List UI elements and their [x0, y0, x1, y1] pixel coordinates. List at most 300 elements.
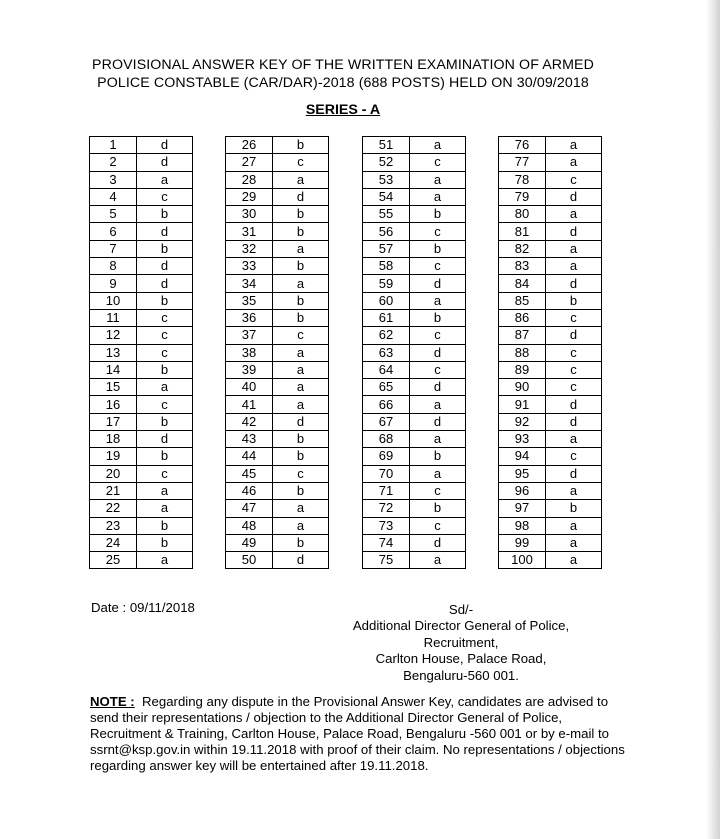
- answer-option: d: [137, 223, 193, 240]
- question-number: 27: [226, 154, 273, 171]
- answer-option: d: [546, 465, 602, 482]
- table-row: [499, 327, 602, 344]
- answer-option: c: [137, 465, 193, 482]
- question-number: 11: [90, 309, 137, 326]
- question-number: 26: [226, 137, 273, 154]
- table-row: [226, 188, 329, 205]
- question-number: 60: [363, 292, 410, 309]
- answer-option: d: [546, 275, 602, 292]
- table-row: [226, 154, 329, 171]
- answer-option: a: [546, 517, 602, 534]
- question-number: 33: [226, 258, 273, 275]
- answer-option: b: [410, 240, 466, 257]
- question-number: 89: [499, 361, 546, 378]
- table-row: [90, 275, 193, 292]
- question-number: 44: [226, 448, 273, 465]
- question-number: 65: [363, 379, 410, 396]
- answer-option: b: [273, 431, 329, 448]
- answer-option: d: [546, 223, 602, 240]
- table-row: [90, 154, 193, 171]
- answer-option: a: [546, 206, 602, 223]
- answer-option: d: [546, 188, 602, 205]
- question-number: 71: [363, 482, 410, 499]
- table-row: [226, 552, 329, 569]
- answer-option: b: [137, 534, 193, 551]
- table-row: [499, 137, 602, 154]
- question-number: 19: [90, 448, 137, 465]
- table-row: [499, 171, 602, 188]
- answer-option: c: [410, 223, 466, 240]
- question-number: 3: [90, 171, 137, 188]
- question-number: 50: [226, 552, 273, 569]
- answer-option: a: [273, 396, 329, 413]
- question-number: 35: [226, 292, 273, 309]
- answer-option: c: [137, 188, 193, 205]
- question-number: 32: [226, 240, 273, 257]
- question-number: 6: [90, 223, 137, 240]
- question-number: 23: [90, 517, 137, 534]
- answer-option: d: [410, 379, 466, 396]
- answer-option: a: [273, 275, 329, 292]
- table-row: [90, 309, 193, 326]
- table-row: [90, 448, 193, 465]
- table-row: [363, 137, 466, 154]
- table-row: [363, 327, 466, 344]
- table-row: [363, 206, 466, 223]
- table-row: [499, 552, 602, 569]
- table-row: [90, 240, 193, 257]
- answer-option: a: [546, 552, 602, 569]
- table-row: [363, 188, 466, 205]
- question-number: 52: [363, 154, 410, 171]
- answer-key-table-2: [225, 136, 329, 569]
- question-number: 28: [226, 171, 273, 188]
- question-number: 46: [226, 482, 273, 499]
- table-row: [363, 344, 466, 361]
- answer-option: c: [137, 309, 193, 326]
- question-number: 85: [499, 292, 546, 309]
- answer-option: c: [546, 448, 602, 465]
- answer-option: d: [410, 413, 466, 430]
- question-number: 95: [499, 465, 546, 482]
- answer-option: a: [410, 552, 466, 569]
- question-number: 54: [363, 188, 410, 205]
- answer-option: c: [137, 344, 193, 361]
- table-row: [226, 223, 329, 240]
- question-number: 76: [499, 137, 546, 154]
- table-row: [90, 206, 193, 223]
- question-number: 10: [90, 292, 137, 309]
- table-row: [499, 500, 602, 517]
- answer-option: d: [410, 344, 466, 361]
- table-row: [226, 327, 329, 344]
- question-number: 94: [499, 448, 546, 465]
- table-row: [363, 396, 466, 413]
- table-row: [499, 344, 602, 361]
- question-number: 69: [363, 448, 410, 465]
- answer-option: d: [546, 413, 602, 430]
- question-number: 51: [363, 137, 410, 154]
- question-number: 96: [499, 482, 546, 499]
- table-row: [499, 413, 602, 430]
- question-number: 80: [499, 206, 546, 223]
- question-number: 24: [90, 534, 137, 551]
- answer-option: c: [546, 361, 602, 378]
- answer-option: b: [546, 500, 602, 517]
- question-number: 58: [363, 258, 410, 275]
- question-number: 37: [226, 327, 273, 344]
- table-row: [499, 482, 602, 499]
- question-number: 4: [90, 188, 137, 205]
- question-number: 75: [363, 552, 410, 569]
- question-number: 79: [499, 188, 546, 205]
- answer-key-table-3: [362, 136, 466, 569]
- page-edge-shadow: [706, 0, 720, 839]
- answer-option: c: [137, 396, 193, 413]
- title-line-1: PROVISIONAL ANSWER KEY OF THE WRITTEN EXAMINATION OF ARMED: [92, 57, 594, 73]
- note-paragraph: [90, 694, 625, 774]
- question-number: 31: [226, 223, 273, 240]
- answer-option: a: [137, 482, 193, 499]
- answer-option: d: [410, 275, 466, 292]
- question-number: 53: [363, 171, 410, 188]
- answer-option: a: [137, 500, 193, 517]
- table-row: [90, 396, 193, 413]
- table-row: [499, 361, 602, 378]
- table-row: [363, 275, 466, 292]
- signature-line: Sd/-: [448, 602, 474, 617]
- question-number: 90: [499, 379, 546, 396]
- answer-option: d: [546, 327, 602, 344]
- question-number: 25: [90, 552, 137, 569]
- table-row: [363, 413, 466, 430]
- answer-option: a: [273, 240, 329, 257]
- answer-option: a: [273, 379, 329, 396]
- title-line-2: POLICE CONSTABLE (CAR/DAR)-2018 (688 POSTS) HELD ON 30/09/2018: [97, 75, 589, 91]
- question-number: 88: [499, 344, 546, 361]
- answer-option: b: [137, 517, 193, 534]
- answer-option: a: [273, 500, 329, 517]
- question-number: 97: [499, 500, 546, 517]
- question-number: 77: [499, 154, 546, 171]
- question-number: 38: [226, 344, 273, 361]
- table-row: [226, 465, 329, 482]
- question-number: 63: [363, 344, 410, 361]
- answer-option: a: [546, 240, 602, 257]
- question-number: 42: [226, 413, 273, 430]
- question-number: 66: [363, 396, 410, 413]
- question-number: 41: [226, 396, 273, 413]
- table-row: [499, 534, 602, 551]
- table-row: [90, 534, 193, 551]
- question-number: 30: [226, 206, 273, 223]
- table-row: [363, 552, 466, 569]
- question-number: 45: [226, 465, 273, 482]
- question-number: 99: [499, 534, 546, 551]
- table-row: [363, 171, 466, 188]
- answer-option: b: [273, 309, 329, 326]
- table-row: [499, 292, 602, 309]
- question-number: 8: [90, 258, 137, 275]
- answer-option: d: [137, 258, 193, 275]
- table-row: [226, 171, 329, 188]
- answer-option: a: [410, 396, 466, 413]
- table-row: [363, 482, 466, 499]
- question-number: 36: [226, 309, 273, 326]
- answer-option: a: [273, 517, 329, 534]
- question-number: 12: [90, 327, 137, 344]
- question-number: 34: [226, 275, 273, 292]
- table-row: [363, 292, 466, 309]
- question-number: 9: [90, 275, 137, 292]
- answer-option: b: [546, 292, 602, 309]
- answer-option: b: [273, 482, 329, 499]
- answer-option: a: [410, 465, 466, 482]
- answer-option: c: [546, 344, 602, 361]
- table-row: [226, 500, 329, 517]
- table-row: [226, 517, 329, 534]
- answer-option: b: [137, 292, 193, 309]
- table-row: [499, 465, 602, 482]
- answer-option: a: [137, 379, 193, 396]
- table-row: [499, 206, 602, 223]
- answer-option: b: [410, 309, 466, 326]
- answer-option: c: [273, 465, 329, 482]
- question-number: 61: [363, 309, 410, 326]
- table-row: [499, 154, 602, 171]
- note-label: NOTE :: [90, 694, 135, 709]
- answer-option: a: [546, 534, 602, 551]
- question-number: 18: [90, 431, 137, 448]
- answer-option: b: [137, 448, 193, 465]
- answer-option: d: [273, 552, 329, 569]
- series-heading: SERIES - A: [305, 102, 381, 118]
- answer-key-table-4: [498, 136, 602, 569]
- question-number: 1: [90, 137, 137, 154]
- question-number: 22: [90, 500, 137, 517]
- answer-option: a: [410, 431, 466, 448]
- answer-option: a: [546, 482, 602, 499]
- signatory-designation: Additional Director General of Police,: [352, 618, 570, 634]
- table-row: [226, 344, 329, 361]
- answer-option: d: [137, 154, 193, 171]
- answer-option: c: [546, 309, 602, 326]
- table-row: [90, 258, 193, 275]
- table-row: [226, 275, 329, 292]
- answer-option: c: [410, 361, 466, 378]
- signatory-address-line-2: Bengaluru-560 001.: [403, 667, 519, 683]
- question-number: 86: [499, 309, 546, 326]
- answer-option: c: [410, 482, 466, 499]
- answer-option: b: [273, 223, 329, 240]
- table-row: [363, 517, 466, 534]
- table-row: [499, 309, 602, 326]
- question-number: 81: [499, 223, 546, 240]
- table-row: [363, 500, 466, 517]
- answer-option: b: [410, 206, 466, 223]
- answer-option: b: [137, 361, 193, 378]
- answer-option: a: [137, 552, 193, 569]
- table-row: [226, 240, 329, 257]
- answer-option: b: [273, 258, 329, 275]
- document-title: [0, 56, 686, 92]
- answer-option: b: [410, 500, 466, 517]
- question-number: 100: [499, 552, 546, 569]
- table-row: [226, 413, 329, 430]
- question-number: 2: [90, 154, 137, 171]
- table-row: [499, 188, 602, 205]
- question-number: 43: [226, 431, 273, 448]
- question-number: 98: [499, 517, 546, 534]
- issue-date: Date : 09/11/2018: [91, 600, 195, 615]
- table-row: [226, 206, 329, 223]
- signatory-address-line-1: Carlton House, Palace Road,: [375, 651, 547, 667]
- question-number: 73: [363, 517, 410, 534]
- table-row: [226, 379, 329, 396]
- table-row: [363, 258, 466, 275]
- table-row: [499, 240, 602, 257]
- answer-option: c: [410, 258, 466, 275]
- table-row: [90, 223, 193, 240]
- signature-block: [331, 602, 591, 684]
- answer-option: d: [273, 188, 329, 205]
- question-number: 49: [226, 534, 273, 551]
- signatory-department: Recruitment,: [423, 634, 499, 650]
- table-row: [226, 292, 329, 309]
- question-number: 67: [363, 413, 410, 430]
- table-row: [90, 465, 193, 482]
- answer-option: b: [273, 292, 329, 309]
- table-row: [90, 431, 193, 448]
- question-number: 55: [363, 206, 410, 223]
- table-row: [90, 292, 193, 309]
- question-number: 84: [499, 275, 546, 292]
- question-number: 20: [90, 465, 137, 482]
- table-row: [90, 344, 193, 361]
- table-row: [363, 448, 466, 465]
- question-number: 39: [226, 361, 273, 378]
- answer-option: d: [410, 534, 466, 551]
- table-row: [226, 448, 329, 465]
- answer-option: b: [137, 240, 193, 257]
- answer-option: b: [273, 448, 329, 465]
- table-row: [499, 379, 602, 396]
- answer-option: b: [273, 534, 329, 551]
- question-number: 48: [226, 517, 273, 534]
- table-row: [226, 431, 329, 448]
- table-row: [499, 223, 602, 240]
- table-row: [226, 309, 329, 326]
- question-number: 40: [226, 379, 273, 396]
- table-row: [499, 431, 602, 448]
- answer-option: d: [546, 396, 602, 413]
- question-number: 13: [90, 344, 137, 361]
- table-row: [363, 309, 466, 326]
- table-row: [90, 171, 193, 188]
- question-number: 93: [499, 431, 546, 448]
- answer-option: a: [410, 137, 466, 154]
- answer-option: a: [410, 188, 466, 205]
- table-row: [226, 534, 329, 551]
- answer-option: a: [137, 171, 193, 188]
- table-row: [90, 188, 193, 205]
- table-row: [90, 482, 193, 499]
- table-row: [363, 240, 466, 257]
- question-number: 5: [90, 206, 137, 223]
- table-row: [90, 500, 193, 517]
- answer-option: c: [410, 327, 466, 344]
- question-number: 91: [499, 396, 546, 413]
- question-number: 14: [90, 361, 137, 378]
- answer-option: c: [137, 327, 193, 344]
- answer-option: a: [546, 258, 602, 275]
- answer-option: d: [137, 431, 193, 448]
- table-row: [226, 137, 329, 154]
- answer-option: c: [546, 171, 602, 188]
- question-number: 16: [90, 396, 137, 413]
- table-row: [90, 327, 193, 344]
- table-row: [363, 361, 466, 378]
- answer-option: a: [273, 361, 329, 378]
- answer-option: d: [137, 275, 193, 292]
- note-text: Regarding any dispute in the Provisional Answer Key, candidates are advised to send their representations / objection to the Additional Director General of Police, Recruitment & Training, Carlton House, Palace Road, Bengaluru -560 001 or by e-mail to ssrnt@ksp.gov.in within 19.11.2018 with proof of their claim. No representations / objections regarding answer key will be entertained after 19.11.2018.: [90, 694, 625, 773]
- question-number: 64: [363, 361, 410, 378]
- question-number: 92: [499, 413, 546, 430]
- question-number: 59: [363, 275, 410, 292]
- table-row: [90, 361, 193, 378]
- answer-option: c: [273, 154, 329, 171]
- answer-option: b: [273, 137, 329, 154]
- table-row: [226, 361, 329, 378]
- answer-option: a: [546, 137, 602, 154]
- answer-option: b: [273, 206, 329, 223]
- table-row: [363, 154, 466, 171]
- table-row: [226, 396, 329, 413]
- answer-option: d: [273, 413, 329, 430]
- table-row: [499, 258, 602, 275]
- question-number: 47: [226, 500, 273, 517]
- table-row: [363, 431, 466, 448]
- table-row: [90, 517, 193, 534]
- question-number: 68: [363, 431, 410, 448]
- answer-option: a: [273, 344, 329, 361]
- question-number: 62: [363, 327, 410, 344]
- table-row: [90, 379, 193, 396]
- question-number: 74: [363, 534, 410, 551]
- answer-option: d: [137, 137, 193, 154]
- answer-option: b: [137, 413, 193, 430]
- question-number: 70: [363, 465, 410, 482]
- question-number: 17: [90, 413, 137, 430]
- answer-option: a: [410, 171, 466, 188]
- table-row: [499, 517, 602, 534]
- table-row: [499, 448, 602, 465]
- table-row: [363, 223, 466, 240]
- answer-option: a: [273, 171, 329, 188]
- answer-option: a: [410, 292, 466, 309]
- question-number: 82: [499, 240, 546, 257]
- table-row: [363, 379, 466, 396]
- question-number: 72: [363, 500, 410, 517]
- table-row: [90, 137, 193, 154]
- table-row: [226, 258, 329, 275]
- question-number: 15: [90, 379, 137, 396]
- answer-option: c: [410, 154, 466, 171]
- answer-option: b: [410, 448, 466, 465]
- question-number: 21: [90, 482, 137, 499]
- question-number: 29: [226, 188, 273, 205]
- table-row: [499, 275, 602, 292]
